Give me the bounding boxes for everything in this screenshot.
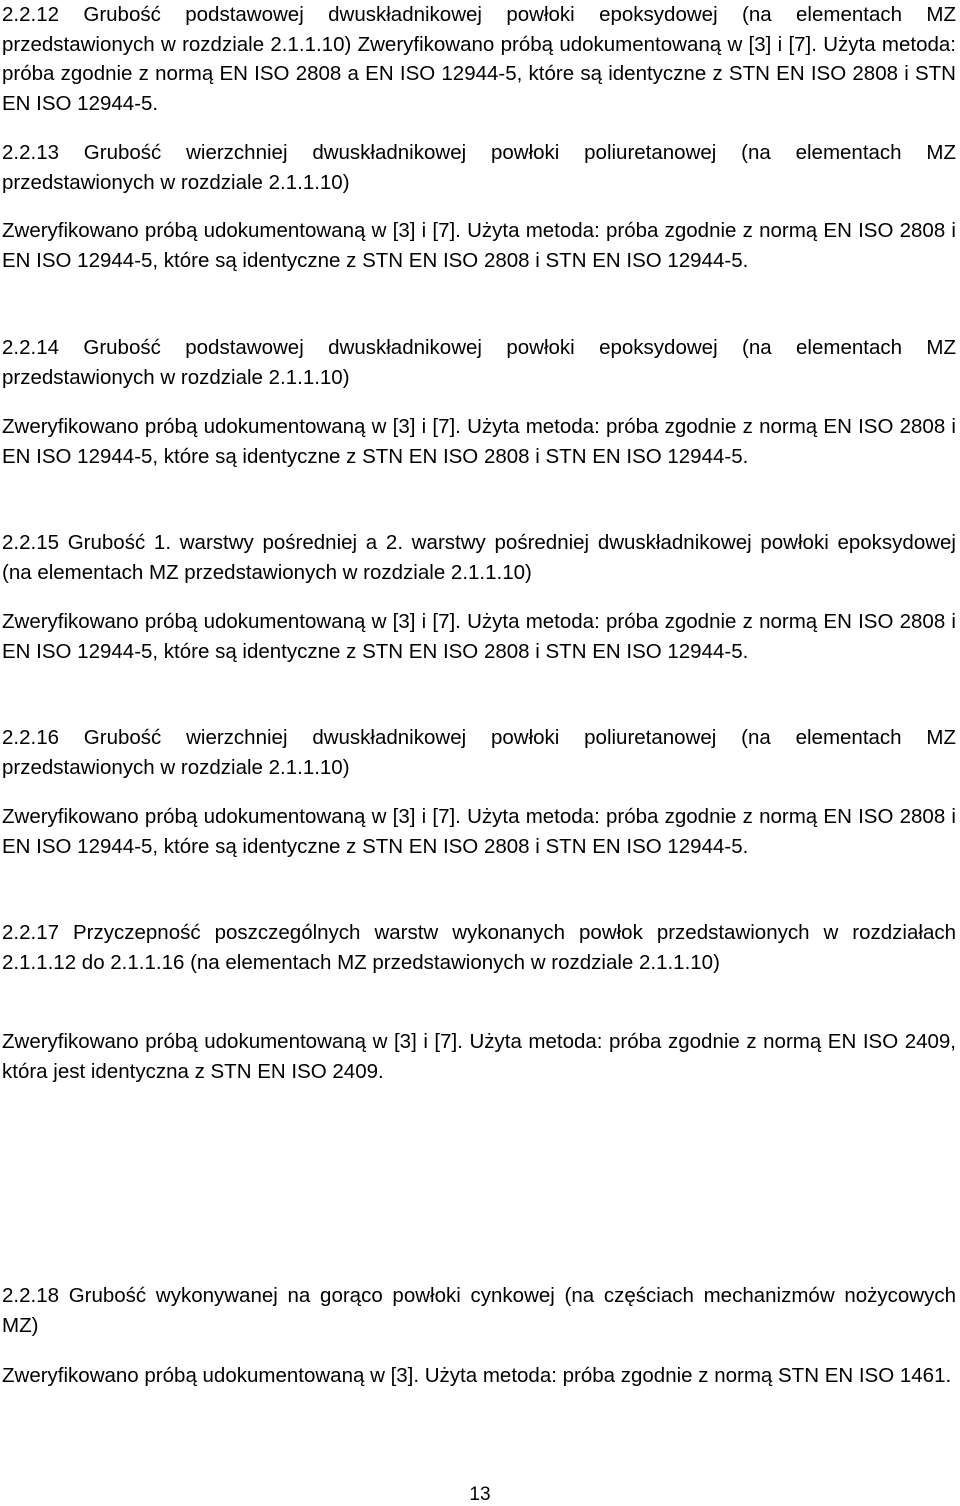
section-2-2-18-body: Zweryfikowano próbą udokumentowaną w [3]. Użyta metoda: próba zgodnie z normą STN EN ISO 1461. bbox=[2, 1364, 952, 1387]
page-number: 13 bbox=[469, 1484, 491, 1505]
section-2-2-15-body: Zweryfikowano próbą udokumentowaną w [3] i [7]. Użyta metoda: próba zgodnie z normą EN ISO 2808 i EN ISO 12944-5, które są identyczne z STN EN ISO 2808 i STN EN ISO 12944-5. bbox=[2, 610, 956, 663]
section-2-2-17-heading: 2.2.17 Przyczepność poszczególnych warstw wykonanych powłok przedstawionych w rozdziałach 2.1.1.12 do 2.1.1.16 (na elementach MZ przedstawionych w rozdziale 2.1.1.10) bbox=[2, 921, 956, 974]
section-2-2-14-heading: 2.2.14 Grubość podstawowej dwuskładnikowej powłoki epoksydowej (na elementach MZ przedstawionych w rozdziale 2.1.1.10) bbox=[2, 336, 956, 389]
section-2-2-13-heading: 2.2.13 Grubość wierzchniej dwuskładnikowej powłoki poliuretanowej (na elementach MZ przedstawionych w rozdziale 2.1.1.10) bbox=[2, 141, 956, 194]
section-2-2-15-heading: 2.2.15 Grubość 1. warstwy pośredniej a 2. warstwy pośredniej dwuskładnikowej powłoki epoksydowej (na elementach MZ przedstawionych w rozdziale 2.1.1.10) bbox=[2, 531, 956, 584]
section-2-2-16-body: Zweryfikowano próbą udokumentowaną w [3] i [7]. Użyta metoda: próba zgodnie z normą EN ISO 2808 i EN ISO 12944-5, które są identyczne z STN EN ISO 2808 i STN EN ISO 12944-5. bbox=[2, 805, 956, 858]
section-2-2-16-heading: 2.2.16 Grubość wierzchniej dwuskładnikowej powłoki poliuretanowej (na elementach MZ przedstawionych w rozdziale 2.1.1.10) bbox=[2, 726, 956, 779]
section-2-2-18-heading: 2.2.18 Grubość wykonywanej na gorąco powłoki cynkowej (na częściach mechanizmów nożycowych MZ) bbox=[2, 1284, 956, 1337]
section-2-2-13-body: Zweryfikowano próbą udokumentowaną w [3] i [7]. Użyta metoda: próba zgodnie z normą EN ISO 2808 i EN ISO 12944-5, które są identyczne z STN EN ISO 2808 i STN EN ISO 12944-5. bbox=[2, 219, 956, 272]
section-2-2-12-text: 2.2.12 Grubość podstawowej dwuskładnikowej powłoki epoksydowej (na elementach MZ przedstawionych w rozdziale 2.1.1.10) Zweryfikowano próbą udokumentowaną w [3] i [7]. Użyta metoda: próba zgodnie z normą EN ISO 2808 a EN ISO 12944-5, które są identyczne z STN EN ISO 2808 i STN EN ISO 12944-5. bbox=[2, 3, 956, 115]
section-2-2-17-body: Zweryfikowano próbą udokumentowaną w [3] i [7]. Użyta metoda: próba zgodnie z normą EN ISO 2409, która jest identyczna z STN EN ISO 2409. bbox=[2, 1030, 956, 1083]
section-2-2-14-body: Zweryfikowano próbą udokumentowaną w [3] i [7]. Użyta metoda: próba zgodnie z normą EN ISO 2808 i EN ISO 12944-5, które są identyczne z STN EN ISO 2808 i STN EN ISO 12944-5. bbox=[2, 415, 956, 468]
